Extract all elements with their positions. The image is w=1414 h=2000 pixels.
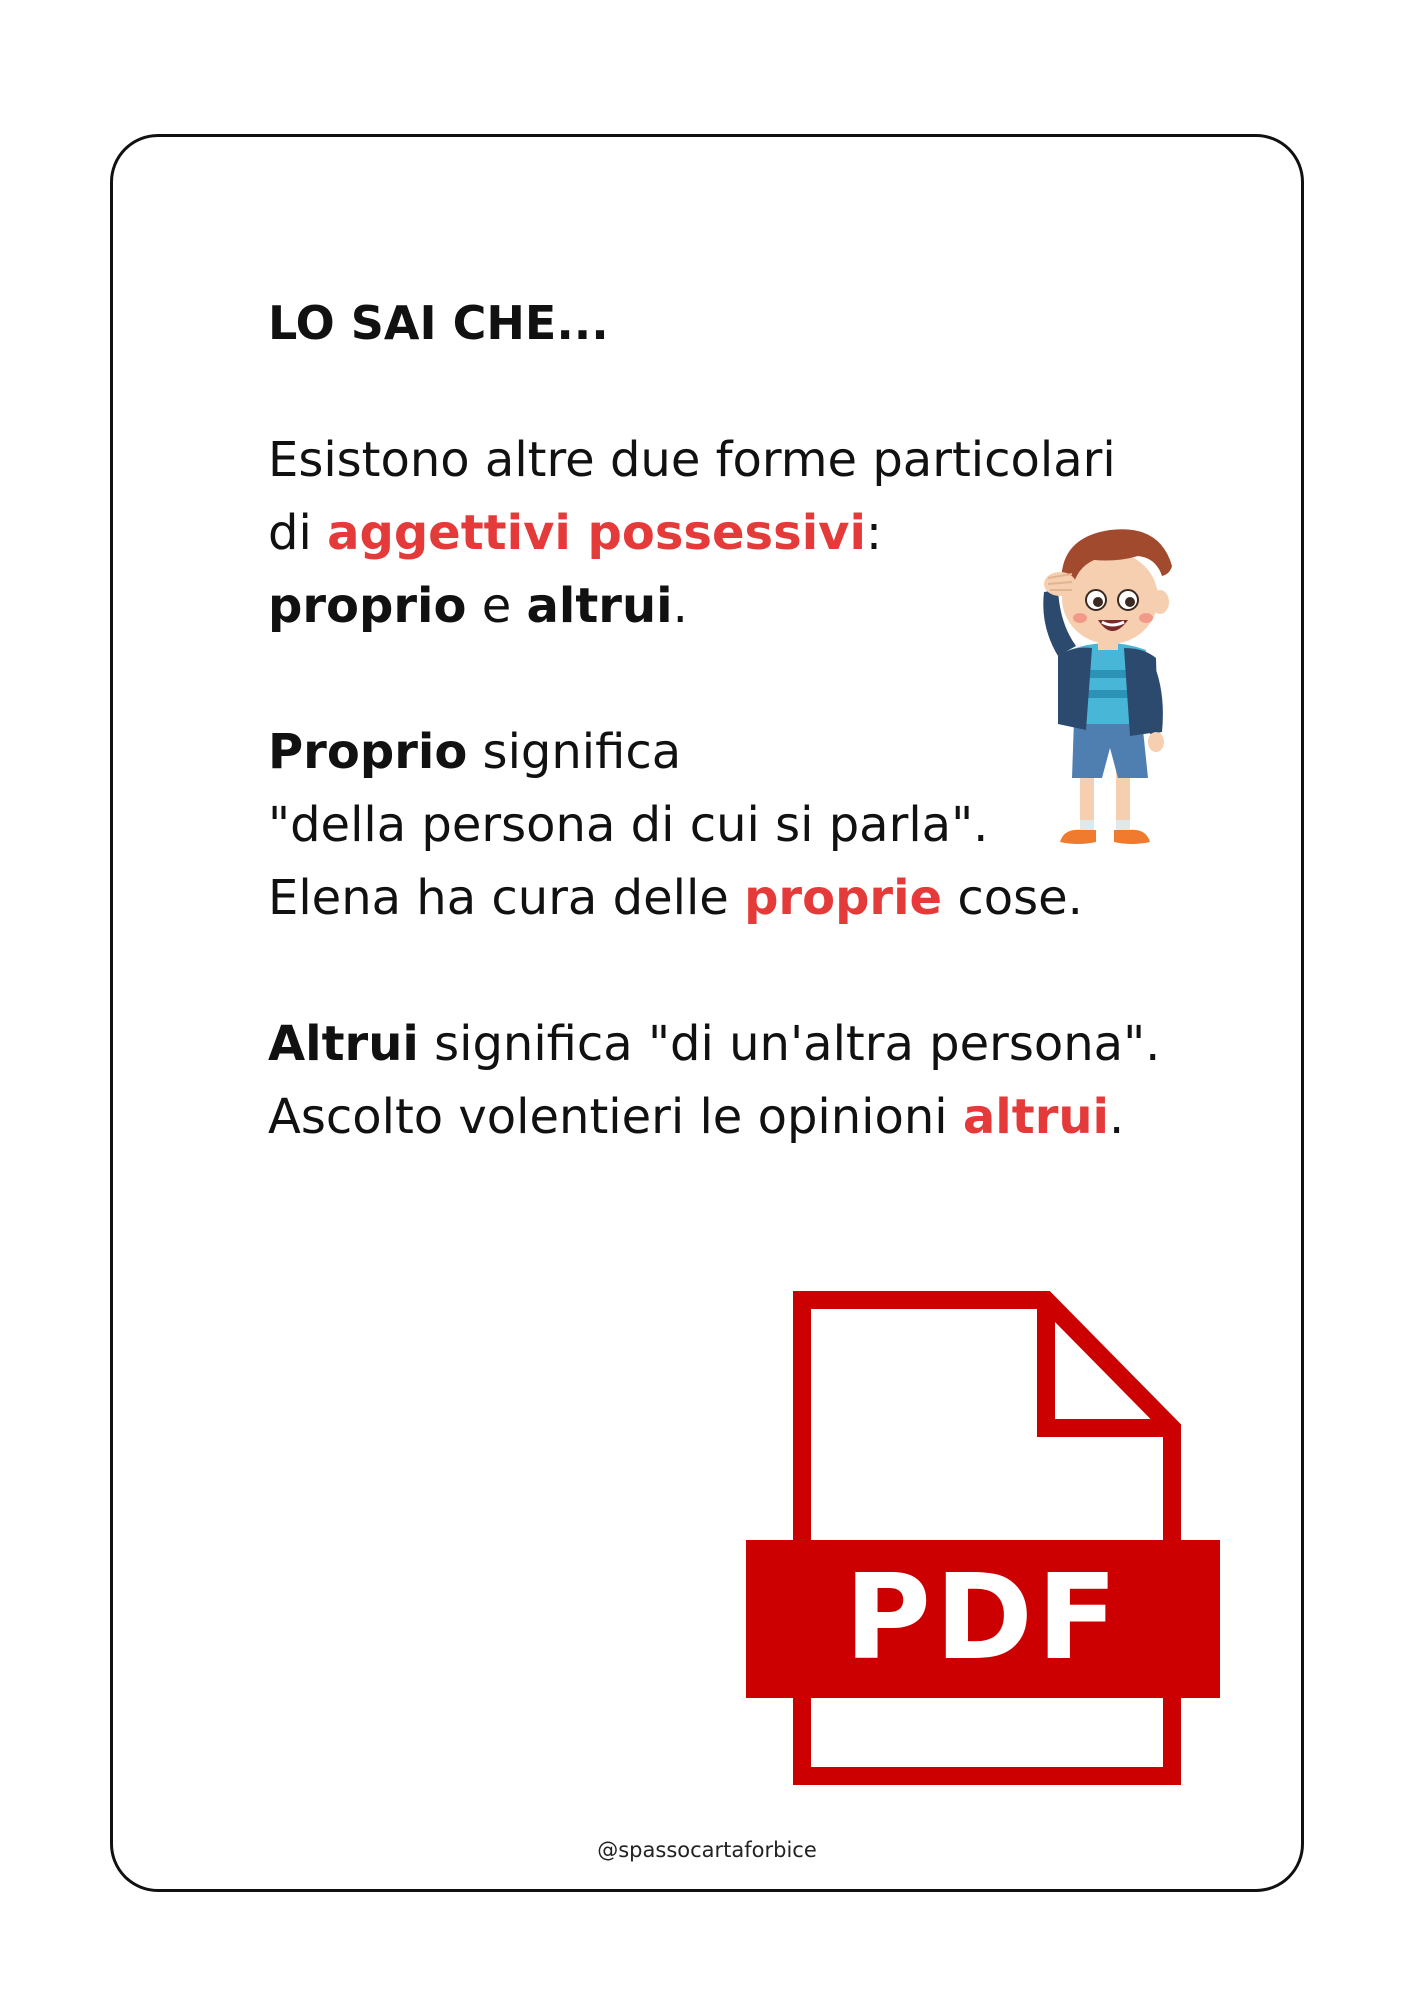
pdf-file-icon (744, 1288, 1220, 1788)
highlight-altrui: altrui (962, 1089, 1109, 1145)
highlight-aggettivi-possessivi: aggettivi possessivi (327, 505, 866, 561)
intro-line-2-pre: di (268, 505, 328, 561)
proprio-line-3-pre: Elena ha cura delle (268, 870, 745, 926)
proprio-line-2: "della persona di cui si parla". (268, 797, 989, 853)
altrui-line-1-rest: significa "di un'altra persona". (418, 1016, 1161, 1072)
intro-line-1: Esistono altre due forme particolari (268, 432, 1116, 488)
title: LO SAI CHE... (268, 296, 609, 350)
altrui-line-2-pre: Ascolto volentieri le opinioni (268, 1089, 963, 1145)
proprio-line-3-post: cose. (942, 870, 1083, 926)
altrui-line-2-post: . (1109, 1089, 1125, 1145)
intro-line-3-mid: e (466, 578, 527, 634)
intro-line-2-post: : (865, 505, 883, 561)
bold-proprio: proprio (268, 578, 467, 634)
footer-handle: @spassocartaforbice (597, 1838, 817, 1862)
boy-saluting-illustration (1018, 520, 1198, 860)
bold-altrui-term: Altrui (268, 1016, 419, 1072)
proprio-line-3 (268, 862, 1188, 935)
proprio-line-1-rest: significa (467, 724, 682, 780)
intro-line-3-post: . (672, 578, 688, 634)
altrui-line-1 (268, 1008, 1188, 1081)
bold-altrui: altrui (526, 578, 673, 634)
altrui-paragraph (268, 1008, 1188, 1154)
pdf-label: PDF (844, 1548, 1122, 1686)
highlight-proprie: proprie (744, 870, 943, 926)
altrui-line-2 (268, 1081, 1188, 1154)
bold-proprio-term: Proprio (268, 724, 468, 780)
